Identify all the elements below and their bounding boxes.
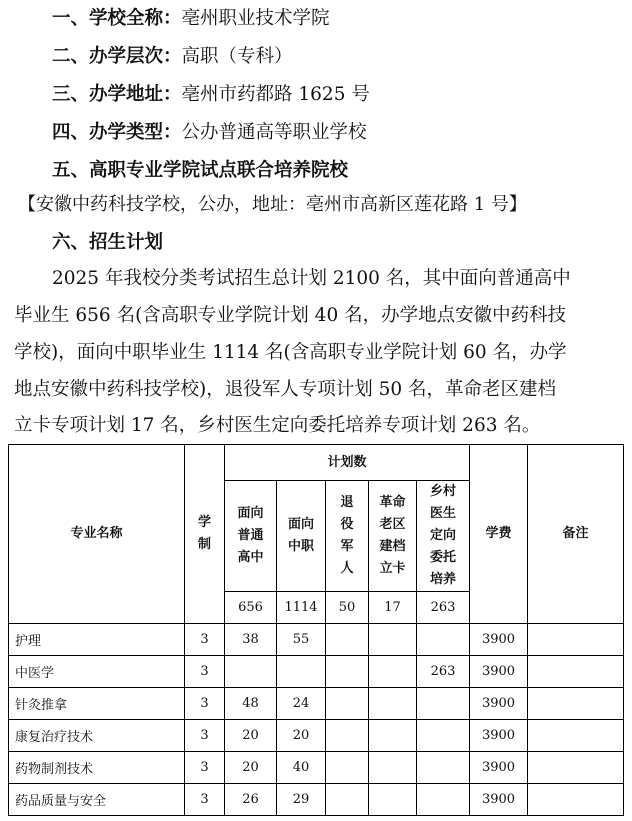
cell-name: 护理 xyxy=(9,624,185,656)
cell-p1: 20 xyxy=(225,720,277,752)
plan-text-line-4: 地点安徽中药科技学校)，退役军人专项计划 50 名，革命老区建档 xyxy=(14,379,557,400)
cell-p2: 20 xyxy=(277,720,326,752)
plan-text-line-5: 立卡专项计划 17 名，乡村医生定向委托培养专项计划 263 名。 xyxy=(14,415,541,436)
cell-fee: 3900 xyxy=(470,656,528,688)
col-header-years: 学 制 xyxy=(185,445,225,624)
plan-total-rural: 263 xyxy=(417,592,470,624)
cell-years: 3 xyxy=(185,624,225,656)
school-name-value: 亳州职业技术学院 xyxy=(181,8,330,29)
cell-remark xyxy=(528,656,624,688)
col-header-rural-doctor: 乡村 医生 定向 委托 培养 xyxy=(417,481,470,592)
col-header-old-revolutionary-area: 革命 老区 建档 立卡 xyxy=(369,481,417,592)
cell-p5 xyxy=(417,624,470,656)
school-type-line xyxy=(52,118,367,148)
table-row xyxy=(9,752,624,784)
cell-remark xyxy=(528,688,624,720)
col-header-veterans: 退 役 军 人 xyxy=(326,481,369,592)
cell-years: 3 xyxy=(185,784,225,816)
table-row xyxy=(9,720,624,752)
cell-p3 xyxy=(326,624,369,656)
cell-p2: 55 xyxy=(277,624,326,656)
plan-text-line-1: 2025 年我校分类考试招生总计划 2100 名，其中面向普通高中 xyxy=(52,268,571,289)
cell-p4 xyxy=(369,624,417,656)
cell-p1: 48 xyxy=(225,688,277,720)
plan-text-line-3: 学校)，面向中职毕业生 1114 名(含高职专业学院计划 60 名，办学 xyxy=(14,342,567,363)
cell-p3 xyxy=(326,688,369,720)
enrollment-plan-heading: 六、招生计划 xyxy=(52,232,164,253)
plan-total-vocational: 1114 xyxy=(277,592,326,624)
cell-p5 xyxy=(417,720,470,752)
cell-fee: 3900 xyxy=(470,784,528,816)
cell-p3 xyxy=(326,720,369,752)
school-level-value: 高职（专科） xyxy=(181,46,293,67)
cell-name: 针灸推拿 xyxy=(9,688,185,720)
cell-remark xyxy=(528,624,624,656)
col-header-major: 专业名称 xyxy=(9,445,185,624)
cell-p4 xyxy=(369,720,417,752)
partner-school-heading: 五、高职专业学院试点联合培养院校 xyxy=(52,160,349,181)
table-row xyxy=(9,784,624,816)
cell-fee: 3900 xyxy=(470,752,528,784)
table-row xyxy=(9,688,624,720)
cell-p5 xyxy=(417,784,470,816)
plan-total-veterans: 50 xyxy=(326,592,369,624)
cell-years: 3 xyxy=(185,656,225,688)
cell-p4 xyxy=(369,752,417,784)
plan-text-line-2: 毕业生 656 名(含高职专业学院计划 40 名，办学地点安徽中药科技 xyxy=(14,305,567,326)
partner-school-detail: 【安徽中药科技学校，公办，地址：亳州市高新区莲花路 1 号】 xyxy=(18,194,527,215)
cell-name: 药品质量与安全 xyxy=(9,784,185,816)
school-name-label: 一、学校全称： xyxy=(52,8,182,29)
col-header-vocational: 面向 中职 xyxy=(277,481,326,592)
school-type-value: 公办普通高等职业学校 xyxy=(181,122,367,143)
cell-remark xyxy=(528,720,624,752)
cell-p1: 20 xyxy=(225,752,277,784)
cell-name: 康复治疗技术 xyxy=(9,720,185,752)
school-level-label: 二、办学层次： xyxy=(52,46,182,67)
cell-p4 xyxy=(369,688,417,720)
cell-p4 xyxy=(369,656,417,688)
table-row xyxy=(9,656,624,688)
cell-p5: 263 xyxy=(417,656,470,688)
school-level-line xyxy=(52,42,293,72)
school-address-label: 三、办学地址： xyxy=(52,84,182,105)
cell-years: 3 xyxy=(185,688,225,720)
cell-p2: 40 xyxy=(277,752,326,784)
cell-p2: 24 xyxy=(277,688,326,720)
school-address-value: 亳州市药都路 1625 号 xyxy=(181,84,370,105)
cell-p1: 38 xyxy=(225,624,277,656)
col-header-plan-group: 计划数 xyxy=(225,445,470,481)
cell-remark xyxy=(528,752,624,784)
cell-p2 xyxy=(277,656,326,688)
school-address-line xyxy=(52,80,370,110)
cell-p3 xyxy=(326,656,369,688)
cell-fee: 3900 xyxy=(470,624,528,656)
school-name-line xyxy=(52,4,330,34)
cell-p5 xyxy=(417,688,470,720)
col-header-general-high-school: 面向 普通 高中 xyxy=(225,481,277,592)
cell-p1: 26 xyxy=(225,784,277,816)
cell-name: 中医学 xyxy=(9,656,185,688)
cell-p5 xyxy=(417,752,470,784)
cell-p2: 29 xyxy=(277,784,326,816)
plan-total-revolutionary: 17 xyxy=(369,592,417,624)
cell-p3 xyxy=(326,784,369,816)
cell-remark xyxy=(528,784,624,816)
cell-years: 3 xyxy=(185,720,225,752)
cell-fee: 3900 xyxy=(470,720,528,752)
enrollment-table xyxy=(8,444,624,816)
school-type-label: 四、办学类型： xyxy=(52,122,182,143)
cell-p3 xyxy=(326,752,369,784)
cell-fee: 3900 xyxy=(470,688,528,720)
cell-p4 xyxy=(369,784,417,816)
cell-name: 药物制剂技术 xyxy=(9,752,185,784)
col-header-fee: 学费 xyxy=(470,445,528,624)
cell-p1 xyxy=(225,656,277,688)
col-header-remark: 备注 xyxy=(528,445,624,624)
table-row xyxy=(9,624,624,656)
plan-total-general: 656 xyxy=(225,592,277,624)
cell-years: 3 xyxy=(185,752,225,784)
